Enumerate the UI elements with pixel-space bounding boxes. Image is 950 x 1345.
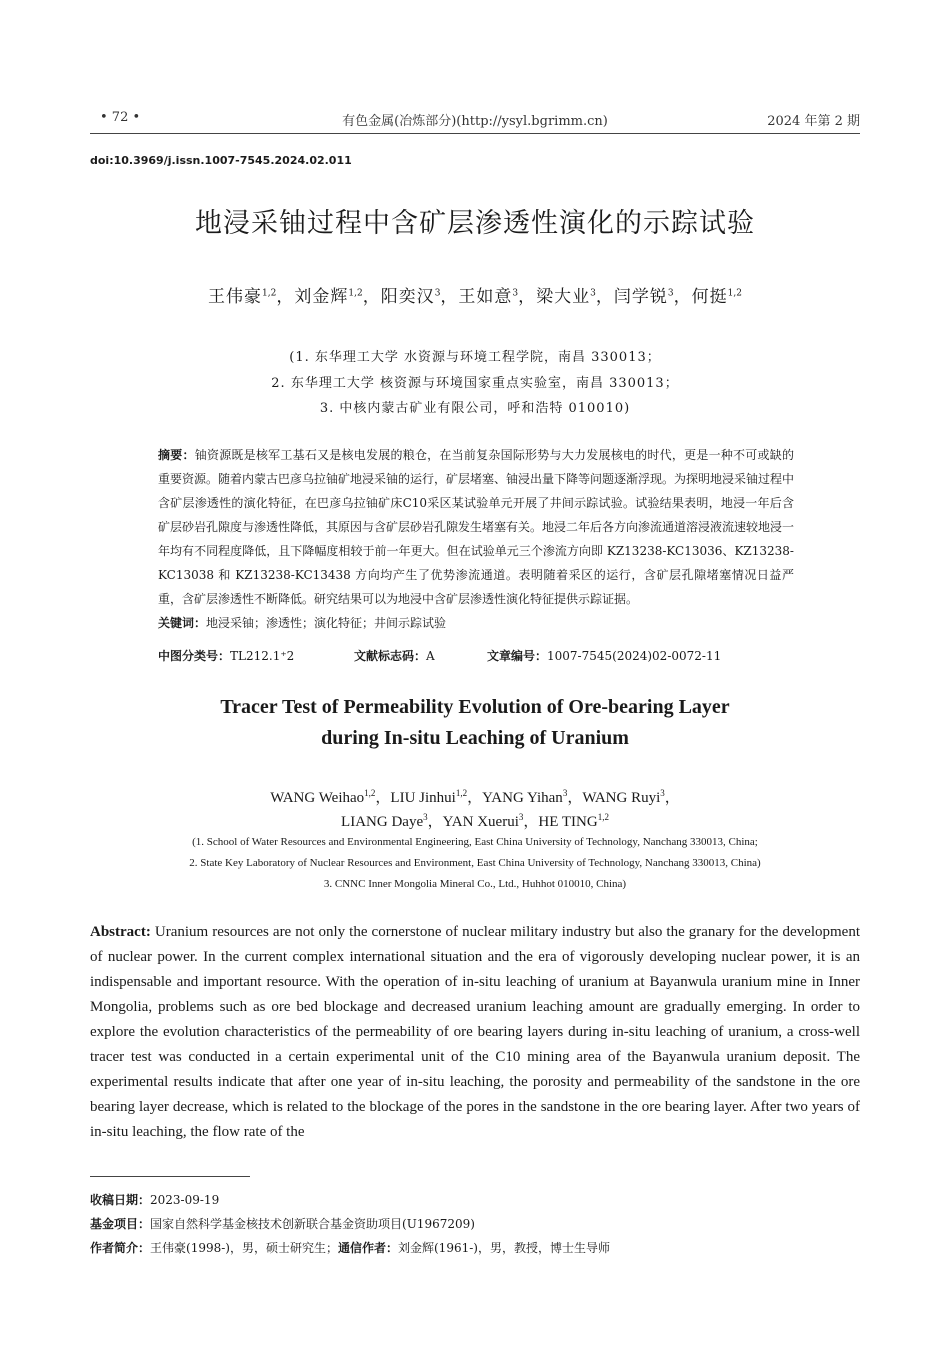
cn-author-name: 闫学锐 bbox=[613, 287, 668, 307]
cn-affiliation-2: 2. 东华理工大学 核资源与环境国家重点实验室，南昌 330013； bbox=[271, 376, 679, 391]
fund-project bbox=[90, 1215, 475, 1232]
cn-abstract-text: 铀资源既是核军工基石又是核电发展的粮仓，在当前复杂国际形势与大力发展核电的时代，更是一种不可或缺的重要资源。随着内蒙古巴彦乌拉铀矿地浸采铀的运行，矿层堵塞、铀浸出量下降等问题逐渐浮现。为探明地浸采铀过程中含矿层渗透性的演化特征，在巴彦乌拉铀矿床C10采区某试验单元开展了井间示踪试验。试验结果表明，地浸一年后含矿层砂岩孔隙度与渗透性降低，其原因与含矿层砂岩孔隙发生堵塞有关。地浸二年后各方向渗流通道溶浸液流速较地浸一年均有不同程度降低，且下降幅度相较于前一年更大。但在试验单元三个渗流方向即 KZ13238-KC13036、KZ13238-KC13038 和 KZ13238-KC13438 方向均产生了优势渗流通道。表明随着采区的运行，含矿层孔隙堵塞情况日益严重，含矿层渗透性不断降低。研究结果可以为地浸中含矿层渗透性演化特征提供示踪证据。 bbox=[158, 448, 795, 606]
en-author-affiliation-mark: 3 bbox=[562, 788, 568, 798]
cn-author-name: 王如意 bbox=[458, 287, 513, 307]
author-bio-value: 王伟豪(1998-)，男，硕士研究生； bbox=[150, 1241, 338, 1255]
cn-author-name: 刘金辉 bbox=[294, 287, 349, 307]
article-number-row bbox=[487, 647, 721, 664]
cn-author-affiliation-mark: 3 bbox=[434, 288, 441, 299]
en-affiliation-3: 3. CNNC Inner Mongolia Mineral Co., Ltd., Huhhot 010010, China) bbox=[323, 878, 627, 890]
cn-author-list bbox=[208, 287, 742, 307]
cn-author-name: 何挺 bbox=[691, 287, 728, 307]
doc-code-value: A bbox=[426, 649, 435, 663]
article-number-label: 文章编号： bbox=[487, 649, 548, 663]
en-affiliation-2: 2. State Key Laboratory of Nuclear Resources and Environment, East China University of Technology, Nanchang 330013, China) bbox=[189, 857, 761, 869]
article-number-value: 1007-7545(2024)02-0072-11 bbox=[547, 649, 722, 663]
en-author-name: HE TING bbox=[538, 814, 598, 830]
chinese-abstract bbox=[158, 443, 794, 635]
en-author-separator: ， bbox=[467, 790, 483, 806]
page-number: • 72 • bbox=[100, 110, 141, 125]
en-author-separator: ， bbox=[375, 790, 391, 806]
en-author-separator: ， bbox=[567, 790, 583, 806]
cn-author-name: 王伟豪 bbox=[208, 287, 263, 307]
cn-affiliation-1: (1. 东华理工大学 水资源与环境工程学院，南昌 330013； bbox=[289, 350, 661, 365]
doi[interactable]: doi:10.3969/j.issn.1007-7545.2024.02.011 bbox=[90, 154, 352, 167]
cn-author-separator: ， bbox=[362, 287, 381, 307]
en-author-affiliation-mark: 3 bbox=[660, 788, 665, 798]
en-author-name: YAN Xuerui bbox=[442, 814, 519, 830]
chinese-authors bbox=[0, 282, 950, 307]
en-author-affiliation-mark: 3 bbox=[423, 812, 428, 822]
classification-row bbox=[158, 647, 294, 664]
en-author-affiliation-mark: 3 bbox=[518, 812, 524, 822]
keywords-text: 地浸采铀；渗透性；演化特征；井间示踪试验 bbox=[206, 616, 447, 630]
en-author-separator: ， bbox=[427, 814, 443, 830]
english-authors-line-1 bbox=[0, 786, 950, 807]
chinese-title: 地浸采铀过程中含矿层渗透性演化的示踪试验 bbox=[195, 208, 755, 239]
cn-author-name: 梁大业 bbox=[536, 287, 591, 307]
en-author-name: LIANG Daye bbox=[341, 814, 424, 830]
doc-code-row bbox=[354, 647, 435, 664]
english-abstract bbox=[90, 920, 860, 1145]
cn-author-separator: ， bbox=[440, 287, 459, 307]
english-title bbox=[0, 692, 950, 754]
cn-author-affiliation-mark: 1,2 bbox=[727, 288, 742, 299]
cn-author-name: 阳奕汉 bbox=[380, 287, 435, 307]
en-author-affiliation-mark: 1,2 bbox=[597, 812, 609, 822]
issue-label: 2024 年第 2 期 bbox=[767, 114, 860, 129]
author-bio bbox=[90, 1239, 610, 1256]
cn-author-separator: ， bbox=[673, 287, 692, 307]
english-authors-line-2 bbox=[0, 810, 950, 831]
english-title-line-1: Tracer Test of Permeability Evolution of Ore-bearing Layer bbox=[220, 696, 730, 718]
en-abstract-label: Abstract: bbox=[90, 924, 151, 940]
cn-author-affiliation-mark: 3 bbox=[667, 288, 674, 299]
en-author-separator: ， bbox=[664, 790, 680, 806]
en-author-name: WANG Weihao bbox=[270, 790, 365, 806]
received-date bbox=[90, 1191, 219, 1208]
en-author-affiliation-mark: 1,2 bbox=[364, 788, 376, 798]
english-title-line-2: during In-situ Leaching of Uranium bbox=[321, 727, 629, 749]
cn-author-separator: ， bbox=[518, 287, 537, 307]
author-bio-label: 作者简介： bbox=[90, 1241, 151, 1255]
en-author-name: LIU Jinhui bbox=[390, 790, 456, 806]
cn-author-affiliation-mark: 3 bbox=[512, 288, 519, 299]
fund-value: 国家自然科学基金核技术创新联合基金资助项目(U1967209) bbox=[150, 1217, 475, 1231]
clc-value: TL212.1⁺2 bbox=[230, 649, 295, 663]
received-label: 收稿日期： bbox=[90, 1193, 151, 1207]
doc-code-label: 文献标志码： bbox=[354, 649, 427, 663]
header-rule bbox=[90, 133, 860, 134]
cn-author-separator: ， bbox=[595, 287, 614, 307]
footnote-rule bbox=[90, 1176, 250, 1177]
fund-label: 基金项目： bbox=[90, 1217, 151, 1231]
corresponding-value: 刘金辉(1961-)，男，教授，博士生导师 bbox=[398, 1241, 610, 1255]
cn-author-affiliation-mark: 1,2 bbox=[262, 288, 277, 299]
received-value: 2023-09-19 bbox=[150, 1193, 220, 1207]
journal-name: 有色金属(冶炼部分)(http://ysyl.bgrimm.cn) bbox=[342, 114, 608, 129]
en-author-name: YANG Yihan bbox=[482, 790, 563, 806]
keywords-line bbox=[158, 611, 794, 635]
keywords-label: 关键词： bbox=[158, 616, 207, 630]
en-affiliation-1: (1. School of Water Resources and Environmental Engineering, East China University of Technology, Nanchang 330013, China; bbox=[192, 836, 758, 848]
cn-abstract-label: 摘要： bbox=[158, 448, 195, 462]
en-author-separator: ， bbox=[523, 814, 539, 830]
clc-label: 中图分类号： bbox=[158, 649, 231, 663]
en-author-affiliation-mark: 1,2 bbox=[455, 788, 468, 798]
corresponding-label: 通信作者： bbox=[337, 1241, 398, 1255]
cn-author-affiliation-mark: 1,2 bbox=[348, 288, 363, 299]
cn-author-affiliation-mark: 3 bbox=[590, 288, 596, 299]
en-abstract-text: Uranium resources are not only the cornerstone of nuclear military industry but also the granary for the development of nuclear power. In the current complex international situation and the era of vigorously developing nuclear power, it is an indispensable and important resource. With the operation of in-situ leaching of uranium at Bayanwula uranium mine in Inner Mongolia, problems such as ore bed blockage and decreased uranium leaching amount are gradually emerging. In order to explore the evolution characteristics of the permeability of ore bearing layers during in-situ leaching of uranium, a cross-well tracer test was conducted in a certain experimental unit of the C10 mining area of the Bayanwula uranium deposit. The experimental results indicate that after one year of in-situ leaching, the porosity and permeability of the sandstone in the ore bearing layer decrease, which is related to the blockage of the pores in the sandstone in the ore bearing layer. After two years of in-situ leaching, the flow rate of the bbox=[90, 924, 860, 1140]
en-author-name: WANG Ruyi bbox=[582, 790, 661, 806]
cn-affiliation-3: 3. 中核内蒙古矿业有限公司，呼和浩特 010010) bbox=[319, 401, 631, 416]
cn-author-separator: ， bbox=[276, 287, 295, 307]
